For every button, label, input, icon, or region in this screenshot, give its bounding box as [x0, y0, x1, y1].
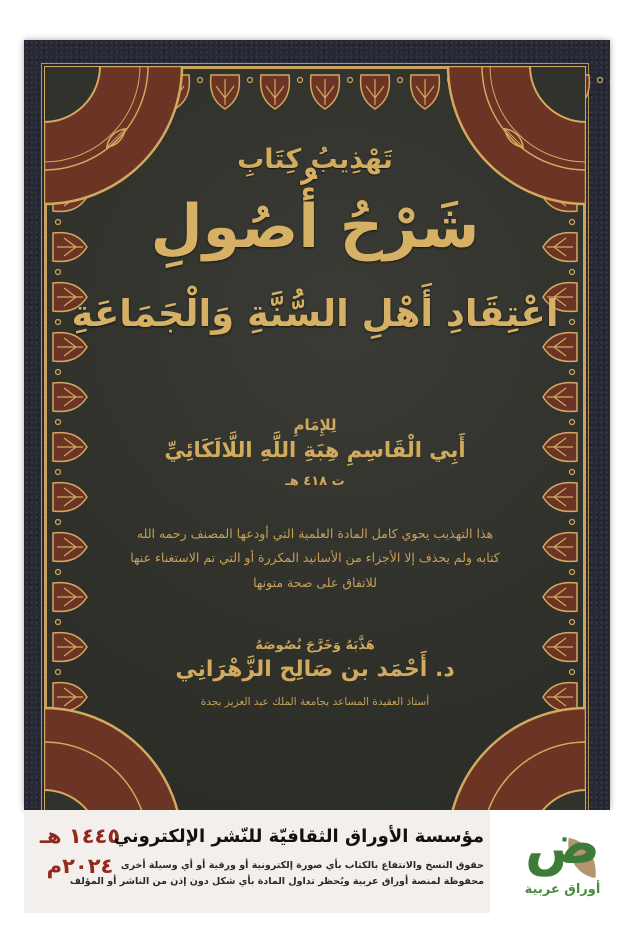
publisher-logo-area: [490, 810, 635, 913]
publisher-footer: [24, 810, 490, 913]
logo-wordmark: أوراق عربية: [524, 882, 601, 897]
series-title: تَهْذِيبُ كِتَابِ: [237, 144, 393, 175]
editor-role-label: هَذَّبَهُ وَخَرَّجَ نُصُوصَهُ: [255, 638, 375, 653]
book-title-main: شَرْحُ أُصُولِ: [150, 192, 480, 262]
author-name: أَبِي الْقَاسِمِ هِبَةِ اللَّهِ اللَّالَكَائِيِّ: [164, 438, 466, 462]
copyright-line: محفوظة لمنصة أوراق عربية ويُحظر تداول المادة بأي شكل دون إذن من الناشر أو المؤلف: [69, 876, 484, 888]
gregorian-year: ٢٠٢٤م: [46, 854, 114, 879]
byline-label: لِلإِمَامِ: [293, 416, 337, 434]
edition-description-line: هذا التهذيب يحوي كامل المادة العلمية التي أودعها المصنف رحمه الله: [136, 526, 494, 541]
author-death-date: ت ٤١٨ هـ: [285, 474, 345, 489]
edition-description-line: كتابه ولم يحذف إلا الأجزاء من الأسانيد المكررة أو التي تم الاستغناء عنها: [130, 550, 500, 566]
book-cover: [24, 40, 610, 810]
awraq-arabia-logo-icon: [490, 810, 635, 882]
copyright-line: حقوق النسخ والانتفاع بالكتاب بأي صورة إلكترونية أو ورقية أو أي وسيلة أخرى: [120, 860, 484, 872]
book-title-sub: اعْتِقَادِ أَهْلِ السُّنَّةِ وَالْجَمَاعَةِ: [71, 292, 559, 335]
publisher-name: مؤسسة الأوراق الثقافيّة للنّشر الإلكتروني: [113, 826, 484, 847]
edition-description-line: للاتفاق على صحة متونها: [253, 574, 377, 590]
logo-dad-letter: ض: [524, 812, 601, 877]
editor-title: أستاذ العقيدة المساعد بجامعة الملك عبد العزيز بجدة: [200, 696, 430, 708]
cover-text-block: [68, 40, 562, 810]
editor-name: د. أَحْمَد بن صَالِح الزَّهْرَانِي: [175, 657, 455, 682]
edition-description: [68, 522, 562, 595]
hijri-year: ١٤٤٥ هـ: [39, 824, 121, 848]
